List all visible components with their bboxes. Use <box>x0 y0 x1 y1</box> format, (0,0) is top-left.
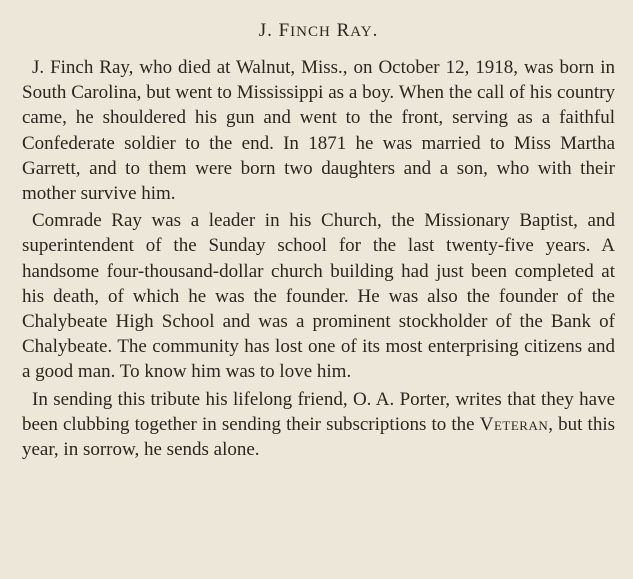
paragraph-2: Comrade Ray was a leader in his Church, the Missionary Baptist, and superintendent of the Sunday school for the last twenty-five years. A handsome four-thousand-dollar church building had just been completed at his death, of which he was the founder. He was also the founder of the Chalybeate High School and was a prominent stockholder of the Bank of Chalybeate. The community has lost one of its most enterprising citizens and a good man. To know him was to love him. <box>22 210 615 383</box>
title-part-initial: J. F <box>258 20 291 41</box>
article-title <box>22 18 615 45</box>
title-part-smallcaps-1: INCH <box>290 24 331 40</box>
title-part-smallcaps-2: AY <box>350 24 373 40</box>
paragraph-3-veteran: Veteran <box>479 413 549 435</box>
title-part-mid: R <box>330 20 351 41</box>
title-part-end: . <box>372 20 379 41</box>
paragraph-3-text-after: , but this year, in sorrow, he sends alone. <box>22 413 615 461</box>
paragraph-3-text-before: In sending this tribute his lifelong friend, O. A. Porter, writes that they have been clubbing together in sending their subscriptions to the <box>22 388 615 435</box>
paragraph-3 <box>22 387 615 463</box>
paragraph-1: J. Finch Ray, who died at Walnut, Miss., on October 12, 1918, was born in South Carolina, but went to Mississippi as a boy. When the call of his country came, he shouldered his gun and went to the front, serving as a faithful Confederate soldier to the end. In 1871 he was married to Miss Martha Garrett, and to them were born two daughters and a son, who with their mother survive him. <box>22 57 615 205</box>
